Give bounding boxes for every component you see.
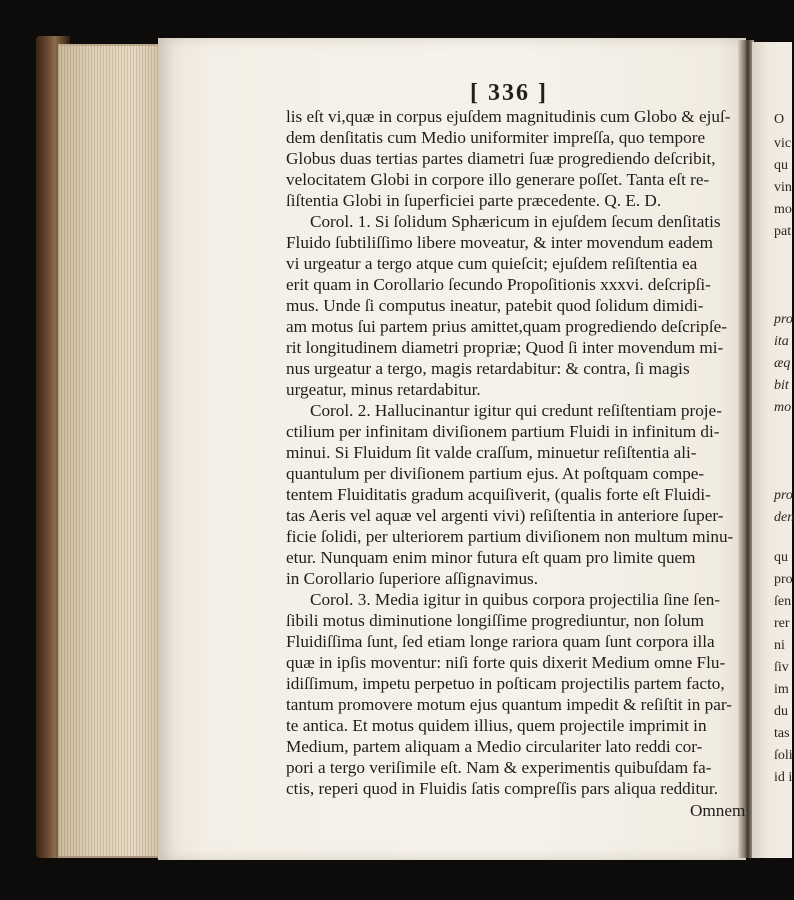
text-line: Globus duas tertias partes diametri ſuæ progrediendo deſcribit, xyxy=(286,149,716,168)
facing-fragment: ſen xyxy=(774,594,792,609)
facing-fragment: qu xyxy=(774,550,788,565)
text-line: lis eſt vi,quæ in corpus ejuſdem magnitudinis cum Globo & ejuſ- xyxy=(286,107,731,126)
text-line: in Corollario ſuperiore aſſignavimus. xyxy=(286,569,539,588)
text-line: minui. Si Fluidum ſit valde craſſum, minuetur reſiſtentia ali- xyxy=(286,443,697,462)
facing-fragment: pat xyxy=(774,224,792,239)
text-line: erit quam in Corollario ſecundo Propoſitionis xxxvi. deſcripſi- xyxy=(286,275,711,294)
text-line: urgeatur, minus retardabitur. xyxy=(286,380,481,399)
facing-fragment: ni xyxy=(774,638,785,653)
facing-fragment: id i xyxy=(774,770,793,785)
facing-fragment: den xyxy=(774,510,794,525)
text-line: rit longitudinem diametri propriæ; Quod ſi inter movendum mi- xyxy=(286,338,724,357)
text-line: ſiſtentia Globi in ſuperficiei parte præcedente. Q. E. D. xyxy=(286,191,662,210)
text-line: quæ in ipſis moventur: niſi forte quis dixerit Medium omne Flu- xyxy=(286,653,726,672)
facing-fragment: pro xyxy=(774,312,793,327)
text-line: Fluido ſubtiliſſimo libere moveatur, & inter movendum eadem xyxy=(286,233,714,252)
facing-fragment: du xyxy=(774,704,788,719)
page-number-header: [ 336 ] xyxy=(470,80,548,106)
text-line: am motus ſui partem prius amittet,quam progrediendo deſcripſe- xyxy=(286,317,728,336)
facing-fragment: tas xyxy=(774,726,790,741)
text-line: ſibili motus diminutione longiſſime progrediuntur, non ſolum xyxy=(286,611,704,630)
text-line: etur. Nunquam enim minor futura eſt quam pro limite quem xyxy=(286,548,696,567)
facing-fragment: pro xyxy=(774,488,793,503)
text-line: quantulum per diviſionem partium ejus. At poſtquam compe- xyxy=(286,464,705,483)
facing-fragment: bit xyxy=(774,378,789,393)
text-line: dem denſitatis cum Medio uniformiter impreſſa, quo tempore xyxy=(286,128,706,147)
text-line: idiſſimum, impetu perpetuo in poſticam projectilis partem facto, xyxy=(286,674,725,693)
catchword: Omnem xyxy=(690,801,746,820)
text-line: Corol. 2. Hallucinantur igitur qui credunt reſiſtentiam proje- xyxy=(310,401,722,420)
facing-fragment: vic xyxy=(774,136,792,151)
text-line: mus. Unde ſi computus ineatur, patebit quod ſolidum dimidi- xyxy=(286,296,704,315)
facing-fragment: æq xyxy=(774,356,791,371)
facing-fragment: mo xyxy=(774,202,792,217)
text-line: tantum promovere motum ejus quantum impedit & reſiſtit in par- xyxy=(286,695,732,714)
text-line: ctis, reperi quod in Fluidis ſatis compreſſis pars aliqua redditur. xyxy=(286,779,718,798)
text-line: pori a tergo veriſimile eſt. Nam & experimentis quibuſdam fa- xyxy=(286,758,712,777)
text-line: ficie ſolidi, per ulteriorem partium diviſionem non multum minu- xyxy=(286,527,734,546)
facing-fragment: ita xyxy=(774,334,789,349)
facing-fragment: ſiv xyxy=(774,660,789,675)
text-line: tas Aeris vel aquæ vel argenti vivi) reſiſtentia in anteriore ſuper- xyxy=(286,506,724,525)
text-line: Medium, partem aliquam a Medio circulariter lato reddi cor- xyxy=(286,737,703,756)
facing-fragment: rer xyxy=(774,616,790,631)
text-line: ctilium per infinitam diviſionem partium Fluidi in infinitum di- xyxy=(286,422,720,441)
text-line: te antica. Et motus quidem illius, quem projectile imprimit in xyxy=(286,716,707,735)
text-line: vi urgeatur a tergo atque cum quieſcit; ejuſdem reſiſtentia ea xyxy=(286,254,698,273)
facing-fragment: mo xyxy=(774,400,792,415)
text-line: Corol. 1. Si ſolidum Sphæricum in ejuſdem ſecum denſitatis xyxy=(310,212,721,231)
text-line: Corol. 3. Media igitur in quibus corpora projectilia ſine ſen- xyxy=(310,590,721,609)
facing-fragment: vin xyxy=(774,180,792,195)
facing-fragment: ſoli xyxy=(774,748,793,763)
facing-fragment: qu xyxy=(774,158,788,173)
text-line: Fluidiſſima ſunt, ſed etiam longe rariora quam ſunt corpora illa xyxy=(286,632,715,651)
text-line: nus urgeatur a tergo, magis retardabitur: & contra, ſi magis xyxy=(286,359,690,378)
text-line: velocitatem Globi in corpore illo generare poſſet. Tanta eſt re- xyxy=(286,170,710,189)
facing-page xyxy=(752,42,792,858)
facing-fragment: O xyxy=(774,112,785,127)
facing-fragment: im xyxy=(774,682,789,697)
facing-fragment: pro xyxy=(774,572,793,587)
page-edges xyxy=(58,44,164,858)
text-line: tentem Fluiditatis gradum acquiſiverit, (qualis forte eſt Fluidi- xyxy=(286,485,711,504)
